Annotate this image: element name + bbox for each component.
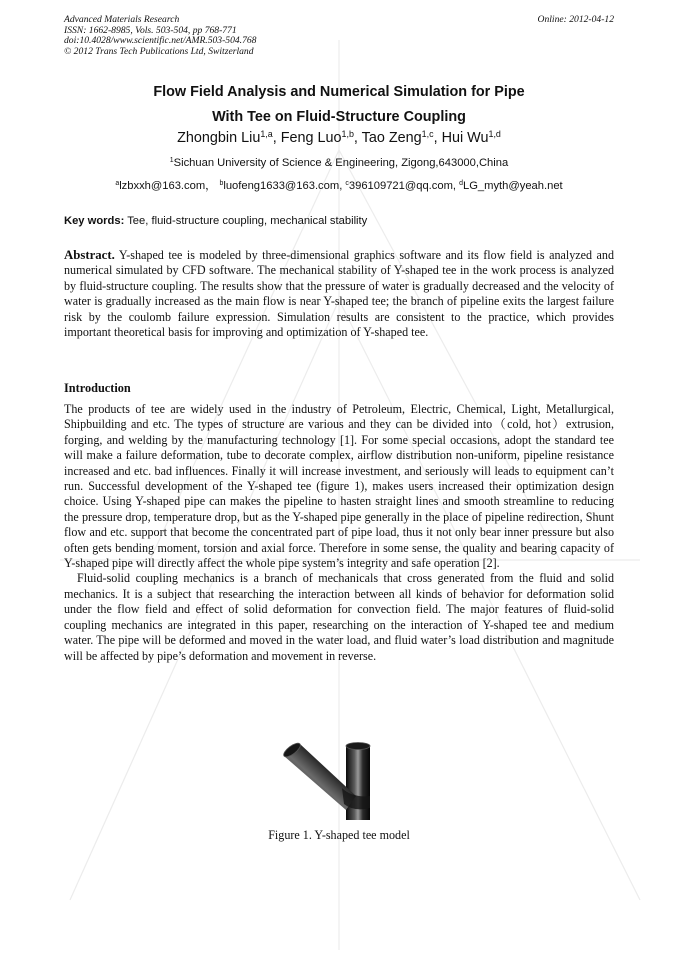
author-sup: 1,c	[421, 129, 434, 140]
author-list	[40, 129, 638, 147]
author-name: Tao Zeng	[361, 130, 422, 146]
affiliation	[40, 156, 638, 170]
intro-paragraph-1: The products of tee are widely used in the industry of Petroleum, Electric, Chemical, Light, Metallurgical, Shipbuilding and etc. The types of structure are various and they can be divided into（cold, hot）extrusion, forging, and welding by the manufacturing technology [1]. For some special occasions, adopt the standard tee will make a failure deformation, tube to decorate complex, airflow distribution non-uniform, pipeline resistance increased and etc. bad influences. Finally it will increase investment, and seriously will leads to equipment can’t run. Successful development of the Y-shaped tee (figure 1), makes users increased their optimization design choice. Using Y-shaped pipe can makes the pipeline to hasten straight lines and smooth streamline to reducing the pressure drop, temperature drop, but as the Y-shaped pipe generally in the place of pipeline redirection, Shunt flow and etc. support that become the concentrated part of pipe load, thus it not only bear inner pressure but also often gets bending moment, torsion and axial force. Therefore in some sense, the quality and bearing capacity of Y-shaped pipe will directly affect the whole pipe system’s integrity and safe operation [2].	[64, 402, 614, 571]
author-sep: ,	[272, 130, 281, 146]
email-sup: c	[345, 180, 349, 188]
author-sup: 1,d	[488, 129, 501, 140]
author-sup: 1,b	[341, 129, 354, 140]
affiliation-sup: 1	[169, 157, 174, 165]
journal-header	[64, 15, 256, 57]
author-name: Zhongbin Liu	[177, 130, 261, 146]
email-link[interactable]: lzbxxh@163.com	[119, 180, 206, 192]
email-sup: b	[219, 180, 224, 188]
email-link[interactable]: 396109721@qq.com	[348, 180, 453, 192]
abstract-text: Y-shaped tee is modeled by three-dimensional graphics software and its flow field is analyzed and numerical simulated by CFD software. The mechanical stability of Y-shaped tee in the work process is analyzed by fluid-structure coupling. The results show that the pressure of water is gradually decreased and the velocity of water is gradually increased as the main flow is near Y-shaped tee; the branch of pipeline exits the largest failure risk by the coulomb failure expression. Simulation results are consistent to the practice, which provides important theoretical basis for improving and optimization of Y-shaped tee.	[64, 248, 614, 340]
affiliation-text: Sichuan University of Science & Engineering, Zigong,643000,China	[173, 157, 509, 169]
section-heading-introduction: Introduction	[64, 381, 131, 395]
email-sup: a	[115, 180, 120, 188]
journal-name: Advanced Materials Research	[64, 14, 180, 25]
title-line-2: With Tee on Fluid-Structure Coupling	[212, 109, 466, 125]
title-line-1: Flow Field Analysis and Numerical Simulation for Pipe	[153, 84, 525, 100]
introduction-body	[64, 402, 614, 664]
issn-line: ISSN: 1662-8985, Vols. 503-504, pp 768-771	[64, 24, 237, 36]
author-name: Feng Luo	[280, 130, 342, 146]
keywords-text: Tee, fluid-structure coupling, mechanical stability	[124, 215, 368, 227]
keywords-label: Key words:	[64, 215, 125, 227]
email-list	[40, 179, 638, 193]
doi-line: doi:10.4028/www.scientific.net/AMR.503-504.768	[64, 35, 257, 47]
y-shaped-tee-image	[272, 738, 396, 820]
author-sep: ,	[353, 130, 362, 146]
abstract-label: Abstract.	[64, 248, 115, 262]
paper-title	[40, 80, 638, 130]
keywords	[64, 214, 367, 228]
author-name: Hui Wu	[441, 130, 489, 146]
abstract	[64, 248, 614, 340]
email-sup: d	[459, 180, 463, 188]
email-sep: ，	[205, 180, 220, 192]
online-date: Online: 2012-04-12	[537, 14, 614, 25]
intro-paragraph-2: Fluid-solid coupling mechanics is a branch of mechanicals that cross generated from the fluid and solid mechanics. It is a subject that researching the interaction between all kinds of behavior for deformation solid under the flow field and effect of solid deformation for convection field. The major features of fluid-solid coupling mechanics are integrated in this paper, researching on the interaction of Y-shaped tee and medium water. The pipe will be deformed and moved in the water load, and fluid water’s load distribution and magnitude will be affected by pipe’s deformation and movement in reverse.	[64, 571, 614, 663]
email-link[interactable]: LG_myth@yeah.net	[463, 180, 563, 192]
author-sep: ,	[433, 130, 442, 146]
figure-caption: Figure 1. Y-shaped tee model	[268, 828, 410, 842]
email-sep: ,	[452, 180, 460, 192]
copyright-line: © 2012 Trans Tech Publications Ltd, Switzerland	[64, 45, 254, 57]
email-sep: ,	[339, 180, 346, 192]
email-link[interactable]: luofeng1633@163.com	[223, 180, 340, 192]
author-sup: 1,a	[260, 129, 273, 140]
